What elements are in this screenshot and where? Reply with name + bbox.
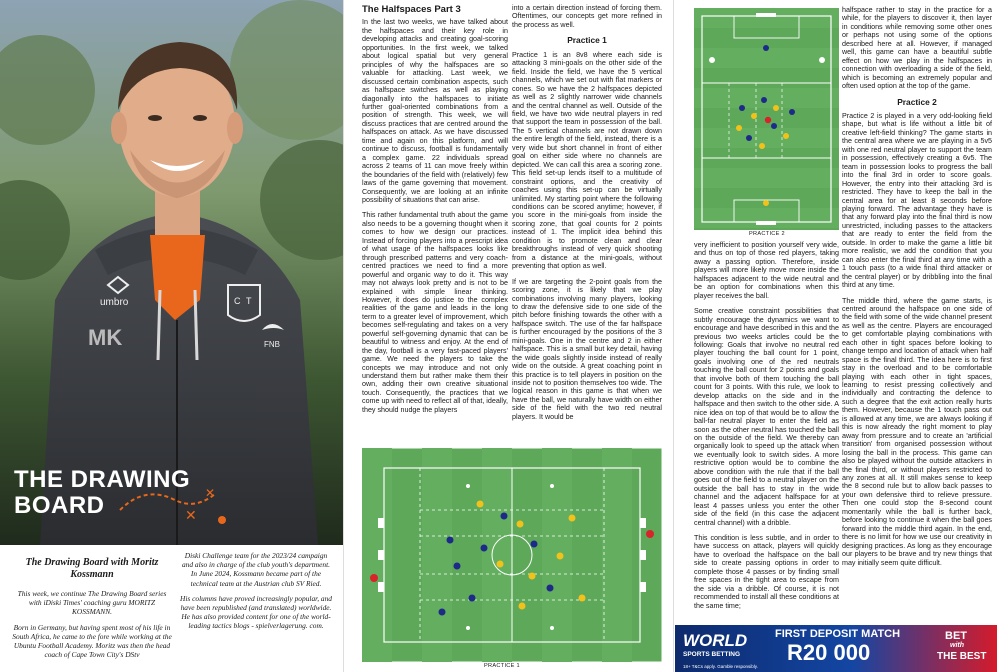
- blue-player: [481, 545, 488, 552]
- blue-player: [454, 563, 461, 570]
- yellow-player: [773, 105, 779, 111]
- ad-slogan-bet: BET: [945, 630, 967, 642]
- world-sports-betting-ad[interactable]: [675, 625, 997, 672]
- intro-paragraph: His columns have proved increasingly popular, and have been republished (and translated) worldwide. He has also provided content for one of the world-leading tactics blogs - spielverlagerung. com.: [180, 593, 332, 631]
- coach-portrait-photo: [0, 0, 343, 545]
- article-column-3: [694, 241, 839, 619]
- yellow-player: [783, 133, 789, 139]
- neutral-player: [370, 574, 378, 582]
- blue-player: [739, 105, 745, 111]
- article-middle-page: [343, 0, 674, 672]
- ad-fine-print: 18+ T&Cs apply. Gamble responsibly.: [683, 664, 758, 669]
- neutral-player: [765, 117, 771, 123]
- yellow-player: [517, 521, 524, 528]
- article-paragraph: into a certain direction instead of forcing them. Oftentimes, our concepts get more refined in the process as well.: [512, 4, 662, 29]
- practice2-heading: Practice 2: [897, 96, 937, 107]
- article-paragraph: If we are targeting the 2-point goals from the scoring zone, it is likely that we play combinations involving many players, looking to draw the defensive side to one side of the pitch before finishing towards the other with a halfspace switch. The use of the far halfspace is further encouraged by the positions of the 3 mini-goals. One in the centre and 2 in either halfspace. This is a small but key detail, having the wide goals slightly inside instead of really wide on the outside. A great coaching point in this practice is to tell players in position on the inside not to position themselves too wide. The logical reason in this game is that when we have the ball, we naturally have width on either side of the field with the two red neutral players. It would be: [512, 277, 662, 421]
- fnb-sponsor-text: FNB: [264, 340, 280, 349]
- ad-amount: R20 000: [787, 640, 871, 665]
- yellow-player: [519, 603, 526, 610]
- yellow-player: [557, 553, 564, 560]
- blue-player: [763, 45, 769, 51]
- practice1-heading: Practice 1: [567, 35, 607, 46]
- svg-text:C: C: [234, 296, 241, 306]
- practice2-caption: PRACTICE 2: [749, 231, 785, 237]
- blue-player: [531, 541, 538, 548]
- blue-player: [447, 537, 454, 544]
- intro-paragraph: Diski Challenge team for the 2023/24 campaign and also in charge of the club youth's department. In June 2024, Kossmann became part of the technical team at the Austrian club SV Ried.: [181, 551, 331, 588]
- intro-paragraph: Born in Germany, but having spent most of his life in South Africa, he came to the fore while working at the Ubuntu Football Academy. Moritz was then the head coach of Cape Town City's DStv: [12, 622, 172, 660]
- neutral-player: [646, 530, 654, 538]
- shirt-initials: MK: [88, 325, 123, 350]
- article-paragraph: This rather fundamental truth about the game also needs to be a governing thought when it comes to how we design our practices. Instead of forcing players into a prescript idea of what usage of the halfspaces looks like through prescribed patterns and very coach-centred practices we need to find a more powerful and organic way to do it. This way may not always look pretty and is not to be explained with simple linear thinking. However, it does do justice to the complex realities of the game and leads in the long term to a greater level of improvement, which becomes self-regulating and takes on a very powerful self-governing dynamic that can be beautiful to witness and enjoy. At the end of the day, football is a very fast-paced players' game. We need the players to take the concepts we may introduce and not only understand them but rather make them their own, adding their own creative situational touch. Consequently, the practices that we come up with need to reflect all of that, ideally, they should nudge the players: [362, 211, 508, 414]
- yellow-player: [579, 595, 586, 602]
- blue-player: [547, 585, 554, 592]
- intro-paragraph: This week, we continue The Drawing Board series with iDiski Times' coaching guru MORITZ KOSSMANN.: [17, 589, 167, 617]
- svg-text:T: T: [246, 296, 252, 306]
- left-panel: [0, 0, 343, 672]
- article-paragraph: Practice 1 is an 8v8 where each side is attacking 3 mini-goals on the other side of the field. Inside the field, we have the 5 vertical channels, which we set out with flat markers or cones. So we have the 2 halfspaces depicted as well as 2 slightly narrower wide channels and the central channel as well. Outside of the field, we have two wide neutral players in red that support the team in possession of the ball. The 5 vertical channels are not drawn down the entire length of the field, instead, there is a very wide but short channel in front of either goal on either side where no channels are depicted. We can call this area a scoring zone. This field set-up lends itself to a multitude of constraint options, and the creativity of coaches using this set-up can be virtually unlimited. My starting point where the following conditions can be scored anytime; however, if you score in the mini-goals from inside the scoring zone, that goal counts for 2 points instead of 1. The implicit idea behind this condition is to promote clean and clear breakthroughs instead of very quick shooting from a distance at the mini-goals, without preventing that option as well.: [512, 50, 662, 271]
- yellow-player: [477, 501, 484, 508]
- yellow-player: [497, 561, 504, 568]
- article-paragraph: very inefficient to position yourself very wide, and thus on top of those red players, taking away a passing option. Therefore, inside players will more likely move more inside the halfspaces adjacent to the wide neutral and be an option for combinations when this player receives the ball.: [694, 241, 839, 300]
- blue-player: [439, 609, 446, 616]
- blue-player: [501, 513, 508, 520]
- yellow-player: [759, 143, 765, 149]
- article-paragraph: Practice 2 is played in a very odd-looking field shape, but what is life without a little bit of creative left-field thinking? The game starts in the central area where we are playing in a 5v5 with one red neutral player to support the team in possession, effectively creating a 6v5. The team in possession looks to progress the ball into the final 3rd in order to score goals. However, the entry into their attacking 3rd is restricted. They have to keep the ball in the central area for at least 8 seconds before playing forward. The advantage they have is that any forward play into the final third is now unrestricted, including passes to the attackers that are ready to enter the field from the outside. In order to make the game a little bit more realistic, we add the condition that you can also enter the final third at any time with a 1 touch pass (to a wide final third attacker or the central player) or by dribbling into the final third at any time.: [842, 111, 992, 290]
- neutral-red-players: [765, 117, 771, 123]
- intro-column-left: [12, 551, 172, 665]
- article-right-page: [673, 0, 1000, 672]
- practice1-pitch-svg: [362, 448, 662, 662]
- yellow-player: [751, 113, 757, 119]
- svg-text:✕: ✕: [205, 486, 216, 500]
- ad-offer: FIRST DEPOSIT MATCH: [775, 628, 901, 640]
- practice2-diagram: [694, 8, 839, 230]
- portrait-illustration: [0, 0, 343, 545]
- blue-player: [746, 135, 752, 141]
- ad-slogan-best: THE BEST: [937, 651, 987, 662]
- svg-text:✕: ✕: [185, 507, 197, 523]
- ad-brand-bottom: SPORTS BETTING: [683, 651, 741, 658]
- article-paragraph: This condition is less subtle, and in order to have success on attack, players will quickly have to overload the halfspace on the ball side to create passing options in order to complete those 4 passes or by finding small free spaces in the tight area to escape from the side via a dribble. Of course, it is not recommended to install all these conditions at the same time;: [694, 533, 839, 610]
- article-paragraph: The middle third, where the game starts, is centred around the halfspace on one side of the field with some of the wide channel present as well as the centre. Players are encouraged to get comfortable playing combinations with each other in tight spaces before looking to change tempo and location of attack when half space is the final third. The idea here is to first stay in the overload and to be comfortable playing with each other in tight spaces, learning to resist pressing collectively and individually and contracting the defence to such a degree that the exit action really hurts them. However, because the 1 touch pass out is allowed at any time, we are always looking if this is now already the right moment to play away from pressure and to create an 'artificial transition' from organised possession without losing the ball in the process. This game can also be played without the outside attackers in the final third, or without players restricted to any zones at all. It still makes sense to keep the 8 second rule but to allow back passes to your own defensive third to relieve pressure. Then one could stop the 8-second count momentarily while the ball is further back, before looking to continue it when the ball goes forward into the middle third again. In the end, there is no limit for how we use our creativity in designing practices. As long as they encourage our players to be brave and try new things that may initially seem quite difficult.: [842, 296, 992, 567]
- ad-brand-top: WORLD: [683, 631, 748, 650]
- blue-player: [469, 595, 476, 602]
- ad-slogan-with: with: [950, 642, 964, 649]
- umbro-logo-text: umbro: [100, 297, 129, 308]
- drawing-board-brand-line2: BOARD: [14, 492, 105, 519]
- article-paragraph: In the last two weeks, we have talked about the halfspaces and their key role in developing attacks and creating goal-scoring opportunities. In the first week, we talked about logical spatial but very general principles of why the halfspaces are so valuable for attacking. Last week, we discussed certain combination aspects, such as halfspace switches as well as playing diagonally into the halfspaces to initiate further goal-oriented combinations from a position of strength. This week, we will discuss practices that are centred around the halfspaces on attack. As we have discussed time and again on this platform, and will continue to discuss, football is fundamentally a complex game. 22 individuals spread across 2 teams of 11 can move freely within the boundaries of the field with (relatively) few laws of the game governing that movement. Consequently, we are looking at an infinite possibility of situations that can arise.: [362, 18, 508, 204]
- blue-player: [789, 109, 795, 115]
- intro-title: The Drawing Board with Moritz Kossmann: [25, 557, 159, 580]
- yellow-player: [763, 200, 769, 206]
- article-paragraph: halfspace rather to stay in the practice for a while, for the players to discover it, then layer in conditions while removing some other ones or perhaps not using some of the options described here at all. However, if managed well, this game can have a beautiful subtle effect on how we play in the halfspaces in connection with overloading a side of the field, which is becoming an extremely popular and often used option at the top of the game.: [842, 6, 992, 91]
- article-column-1: [362, 0, 508, 446]
- yellow-player: [529, 573, 536, 580]
- practice1-caption: PRACTICE 1: [484, 663, 520, 669]
- article-column-2: [512, 4, 662, 446]
- yellow-player: [569, 515, 576, 522]
- drawing-board-brand-line1: THE DRAWING: [14, 466, 191, 493]
- practice1-diagram: [362, 448, 662, 662]
- article-paragraph: Some creative constraint possibilities that subtly encourage the dynamics we want to encourage and have described in this and the previous two weeks articles could be the following: Goals that involve no neutral red player touching the ball count for 1 point, goals involving one of the red neutrals touching the ball count for 2 points and goals that involve both of them touching the ball count for 3 points. With this rule, we look to develop attacks on the side and in the halfspace and then switch to the other side. A nice idea on top of that would be to allow the ball-far neutral player to enter the field as soon as the other neutral has touched the ball on the outside of the field. We thereby can organically look to speed up the attack when we eventually look to switch sides. A more restrictive option would be to combine the above condition with the rule that if the ball goes out of the field to a neutral player on the outside the ball has to stay in the wide channel and the adjacent halfspace for at least 4 passes unless you enter the other side of the field (in this case the adjacent central channel) with a dribble.: [694, 307, 839, 527]
- blue-player: [771, 123, 777, 129]
- practice2-pitch-svg: [694, 8, 839, 230]
- intro-column-right: [180, 551, 332, 637]
- intro-box: [0, 545, 343, 672]
- article-title: The Halfspaces Part 3: [362, 4, 461, 15]
- yellow-player: [736, 125, 742, 131]
- article-column-4: [842, 6, 992, 620]
- blue-player: [761, 97, 767, 103]
